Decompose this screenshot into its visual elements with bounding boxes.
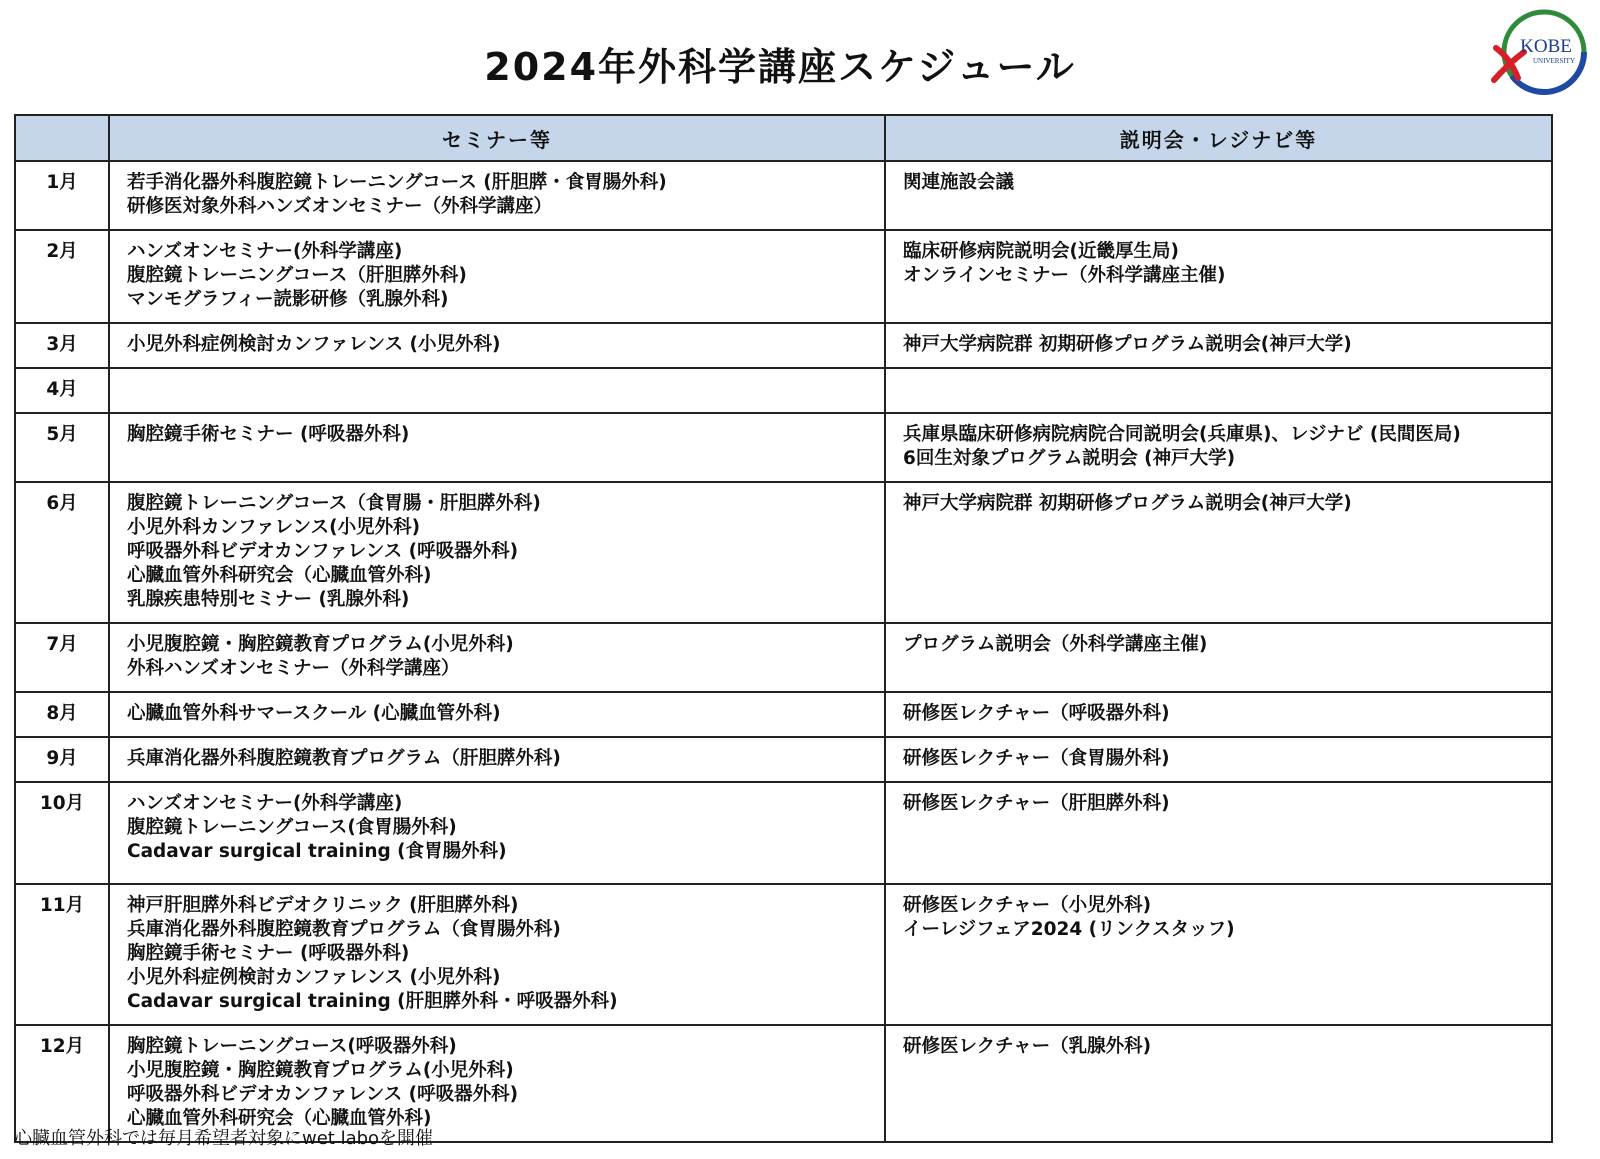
explain-cell xyxy=(885,692,1552,737)
seminar-item: 外科ハンズオンセミナー（外科学講座） xyxy=(127,658,460,679)
month-cell: 8月 xyxy=(15,692,109,737)
seminar-item: ハンズオンセミナー(外科学講座) xyxy=(127,793,403,814)
explain-cell xyxy=(885,230,1552,323)
seminar-item: 兵庫消化器外科腹腔鏡教育プログラム（肝胆膵外科) xyxy=(127,748,561,769)
month-cell: 5月 xyxy=(15,413,109,482)
explain-item: プログラム説明会（外科学講座主催) xyxy=(903,634,1208,655)
seminar-item: 呼吸器外科ビデオカンファレンス (呼吸器外科) xyxy=(127,541,519,562)
seminar-cell xyxy=(109,623,885,692)
seminar-item: マンモグラフィー読影研修（乳腺外科) xyxy=(127,289,449,310)
table-row xyxy=(15,161,1552,230)
seminar-item: 神戸肝胆膵外科ビデオクリニック (肝胆膵外科) xyxy=(127,895,519,916)
explain-cell xyxy=(885,1025,1552,1142)
seminar-cell xyxy=(109,737,885,782)
seminar-cell xyxy=(109,323,885,368)
table-row xyxy=(15,884,1552,1025)
month-cell: 1月 xyxy=(15,161,109,230)
header-month xyxy=(15,115,109,161)
month-cell: 6月 xyxy=(15,482,109,623)
table-row xyxy=(15,692,1552,737)
explain-item: 神戸大学病院群 初期研修プログラム説明会(神戸大学) xyxy=(903,493,1352,514)
explain-cell xyxy=(885,323,1552,368)
header-seminars: セミナー等 xyxy=(109,115,885,161)
seminar-cell xyxy=(109,782,885,884)
explain-item: 関連施設会議 xyxy=(903,172,1015,193)
explain-cell xyxy=(885,782,1552,884)
footnote: 心臓血管外科では毎月希望者対象にwet laboを開催 xyxy=(14,1128,434,1149)
table-row xyxy=(15,737,1552,782)
page-title: 2024年外科学講座スケジュール xyxy=(484,45,1076,89)
month-cell: 4月 xyxy=(15,368,109,413)
table-row xyxy=(15,482,1552,623)
seminar-item: 心臓血管外科研究会（心臓血管外科) xyxy=(127,565,432,586)
explain-item: 兵庫県臨床研修病院病院合同説明会(兵庫県)、レジナビ (民間医局) xyxy=(903,424,1461,445)
seminar-cell xyxy=(109,161,885,230)
explain-item: 研修医レクチャー（肝胆膵外科) xyxy=(903,793,1170,814)
table-header-row xyxy=(15,115,1552,161)
logo-subtext: UNIVERSITY xyxy=(1533,57,1575,65)
explain-item: 研修医レクチャー（小児外科) xyxy=(903,895,1152,916)
seminar-cell xyxy=(109,368,885,413)
seminar-item: 心臓血管外科サマースクール (心臓血管外科) xyxy=(127,703,501,724)
kobe-university-logo xyxy=(1488,8,1590,96)
month-cell: 12月 xyxy=(15,1025,109,1142)
seminar-item: 兵庫消化器外科腹腔鏡教育プログラム（食胃腸外科) xyxy=(127,919,561,940)
table-row xyxy=(15,413,1552,482)
seminar-cell xyxy=(109,482,885,623)
table-row xyxy=(15,323,1552,368)
seminar-item: 胸腔鏡トレーニングコース(呼吸器外科) xyxy=(127,1036,457,1057)
explain-cell xyxy=(885,413,1552,482)
seminar-item: 小児外科カンファレンス(小児外科) xyxy=(127,517,421,538)
seminar-cell xyxy=(109,692,885,737)
seminar-item: 腹腔鏡トレーニングコース（肝胆膵外科) xyxy=(127,265,467,286)
table-row xyxy=(15,230,1552,323)
table-row xyxy=(15,623,1552,692)
table-row xyxy=(15,782,1552,884)
seminar-item: 小児腹腔鏡・胸腔鏡教育プログラム(小児外科) xyxy=(127,634,514,655)
month-cell: 7月 xyxy=(15,623,109,692)
explain-item: 神戸大学病院群 初期研修プログラム説明会(神戸大学) xyxy=(903,334,1352,355)
explain-item: 研修医レクチャー（乳腺外科) xyxy=(903,1036,1152,1057)
seminar-item: ハンズオンセミナー(外科学講座) xyxy=(127,241,403,262)
seminar-item: 乳腺疾患特別セミナー (乳腺外科) xyxy=(127,589,410,610)
logo-text: KOBE xyxy=(1520,36,1572,57)
schedule-table xyxy=(14,114,1553,1143)
month-cell: 11月 xyxy=(15,884,109,1025)
seminar-cell xyxy=(109,413,885,482)
seminar-item: 研修医対象外科ハンズオンセミナー（外科学講座） xyxy=(127,196,552,217)
seminar-item: Cadavar surgical training (肝胆膵外科・呼吸器外科) xyxy=(127,991,618,1012)
seminar-item: Cadavar surgical training (食胃腸外科) xyxy=(127,841,507,862)
table-row xyxy=(15,368,1552,413)
month-cell: 9月 xyxy=(15,737,109,782)
explain-cell xyxy=(885,368,1552,413)
explain-cell xyxy=(885,737,1552,782)
seminar-item: 胸腔鏡手術セミナー (呼吸器外科) xyxy=(127,943,410,964)
seminar-item: 腹腔鏡トレーニングコース（食胃腸・肝胆膵外科) xyxy=(127,493,541,514)
seminar-item: 小児外科症例検討カンファレンス (小児外科) xyxy=(127,967,501,988)
schedule-body xyxy=(15,161,1552,1142)
seminar-item: 若手消化器外科腹腔鏡トレーニングコース (肝胆膵・食胃腸外科) xyxy=(127,172,667,193)
seminar-item: 呼吸器外科ビデオカンファレンス (呼吸器外科) xyxy=(127,1084,519,1105)
seminar-item: 胸腔鏡手術セミナー (呼吸器外科) xyxy=(127,424,410,445)
explain-item: イーレジフェア2024 (リンクスタッフ) xyxy=(903,919,1235,940)
explain-cell xyxy=(885,623,1552,692)
explain-cell xyxy=(885,884,1552,1025)
seminar-item: 小児腹腔鏡・胸腔鏡教育プログラム(小児外科) xyxy=(127,1060,514,1081)
explain-cell xyxy=(885,161,1552,230)
explain-item: 6回生対象プログラム説明会 (神戸大学) xyxy=(903,448,1236,469)
seminar-item: 腹腔鏡トレーニングコース(食胃腸外科) xyxy=(127,817,457,838)
seminar-item: 心臓血管外科研究会（心臓血管外科) xyxy=(127,1108,432,1129)
seminar-cell xyxy=(109,884,885,1025)
explain-item: オンラインセミナー（外科学講座主催) xyxy=(903,265,1226,286)
month-cell: 10月 xyxy=(15,782,109,884)
explain-item: 研修医レクチャー（呼吸器外科) xyxy=(903,703,1170,724)
explain-cell xyxy=(885,482,1552,623)
month-cell: 3月 xyxy=(15,323,109,368)
seminar-item: 小児外科症例検討カンファレンス (小児外科) xyxy=(127,334,501,355)
explain-item: 研修医レクチャー（食胃腸外科) xyxy=(903,748,1170,769)
seminar-cell xyxy=(109,230,885,323)
month-cell: 2月 xyxy=(15,230,109,323)
header-explain: 説明会・レジナビ等 xyxy=(885,115,1552,161)
explain-item: 臨床研修病院説明会(近畿厚生局) xyxy=(903,241,1179,262)
